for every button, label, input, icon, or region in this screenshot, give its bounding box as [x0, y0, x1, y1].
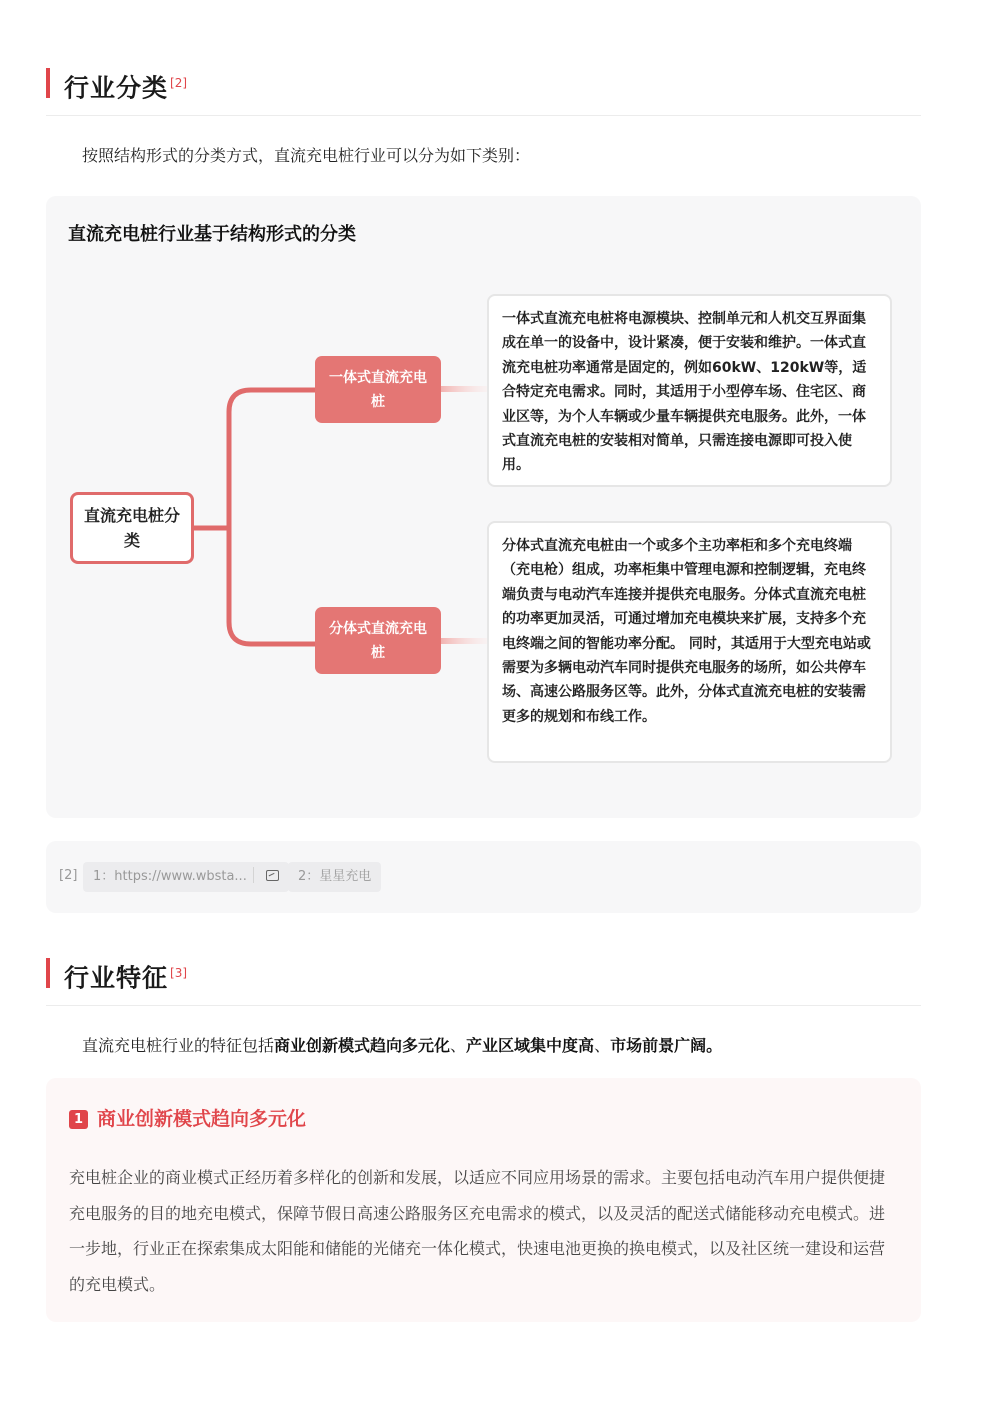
- panel-title: 直流充电桩行业基于结构形式的分类: [68, 224, 356, 245]
- reference-index: [2]: [59, 868, 78, 883]
- branch-description-integrated: 一体式直流充电桩将电源模块、控制单元和人机交互界面集成在单一的设备中，设计紧凑，便于安装和维护。一体式直流充电桩功率通常是固定的，例如60kW、120kW等，适合特定充电需求。同时，其适用于小型停车场、住宅区、商业区等，为个人车辆或少量车辆提供充电服务。此外，一体式直流充电桩的安装相对简单，只需连接电源即可投入使用。: [487, 294, 892, 487]
- classification-panel: [46, 196, 921, 818]
- references-bar: [46, 841, 921, 913]
- section-header-classification: [46, 66, 921, 116]
- section-title: 行业特征 [3]: [64, 963, 188, 993]
- feature-title: 商业创新模式趋向多元化: [97, 1108, 307, 1130]
- feature-body: 充电桩企业的商业模式正经历着多样化的创新和发展，以适应不同应用场景的需求。主要包括电动汽车用户提供便捷充电服务的目的地充电模式，保障节假日高速公路服务区充电需求的模式，以及灵活的配送式储能移动充电模式。进一步地，行业正在探索集成太阳能和储能的光储充一体化模式，快速电池更换的换电模式，以及社区统一建设和运营的充电模式。: [69, 1168, 886, 1294]
- feature-number-badge: 1: [69, 1110, 88, 1129]
- feature-card-1: [46, 1078, 921, 1322]
- classification-lead-text: 按照结构形式的分类方式，直流充电桩行业可以分为如下类别：: [82, 146, 531, 165]
- mindmap-root-node: 直流充电桩分类: [70, 492, 194, 564]
- branch-node-integrated: 一体式直流充电桩: [315, 356, 441, 423]
- section-accent-bar: [46, 958, 50, 988]
- reference-marker[interactable]: [2]: [170, 76, 188, 90]
- reference-chip-1[interactable]: 1：https://www.wbsta...: [83, 862, 289, 892]
- link-preview-icon[interactable]: [266, 870, 279, 881]
- features-lead-text: 直流充电桩行业的特征包括商业创新模式趋向多元化、产业区域集中度高、市场前景广阔。: [82, 1036, 723, 1055]
- branch-description-split: 分体式直流充电桩由一个或多个主功率柜和多个充电终端（充电枪）组成，功率柜集中管理电源和控制逻辑，充电终端负责与电动汽车连接并提供充电服务。分体式直流充电桩的功率更加灵活，可通过增加充电模块来扩展，支持多个充电终端之间的智能功率分配。 同时，其适用于大型充电站或需要为多辆电动汽车同时提供充电服务的场所，如公共停车场、高速公路服务区等。此外，分体式直流充电桩的安装需更多的规划和布线工作。: [487, 521, 892, 763]
- section-accent-bar: [46, 68, 50, 98]
- reference-chip-2[interactable]: 2：星星充电: [288, 862, 381, 892]
- section-header-features: [46, 956, 921, 1006]
- reference-marker[interactable]: [3]: [170, 966, 188, 980]
- section-title: 行业分类 [2]: [64, 73, 188, 103]
- branch-node-split: 分体式直流充电桩: [315, 607, 441, 674]
